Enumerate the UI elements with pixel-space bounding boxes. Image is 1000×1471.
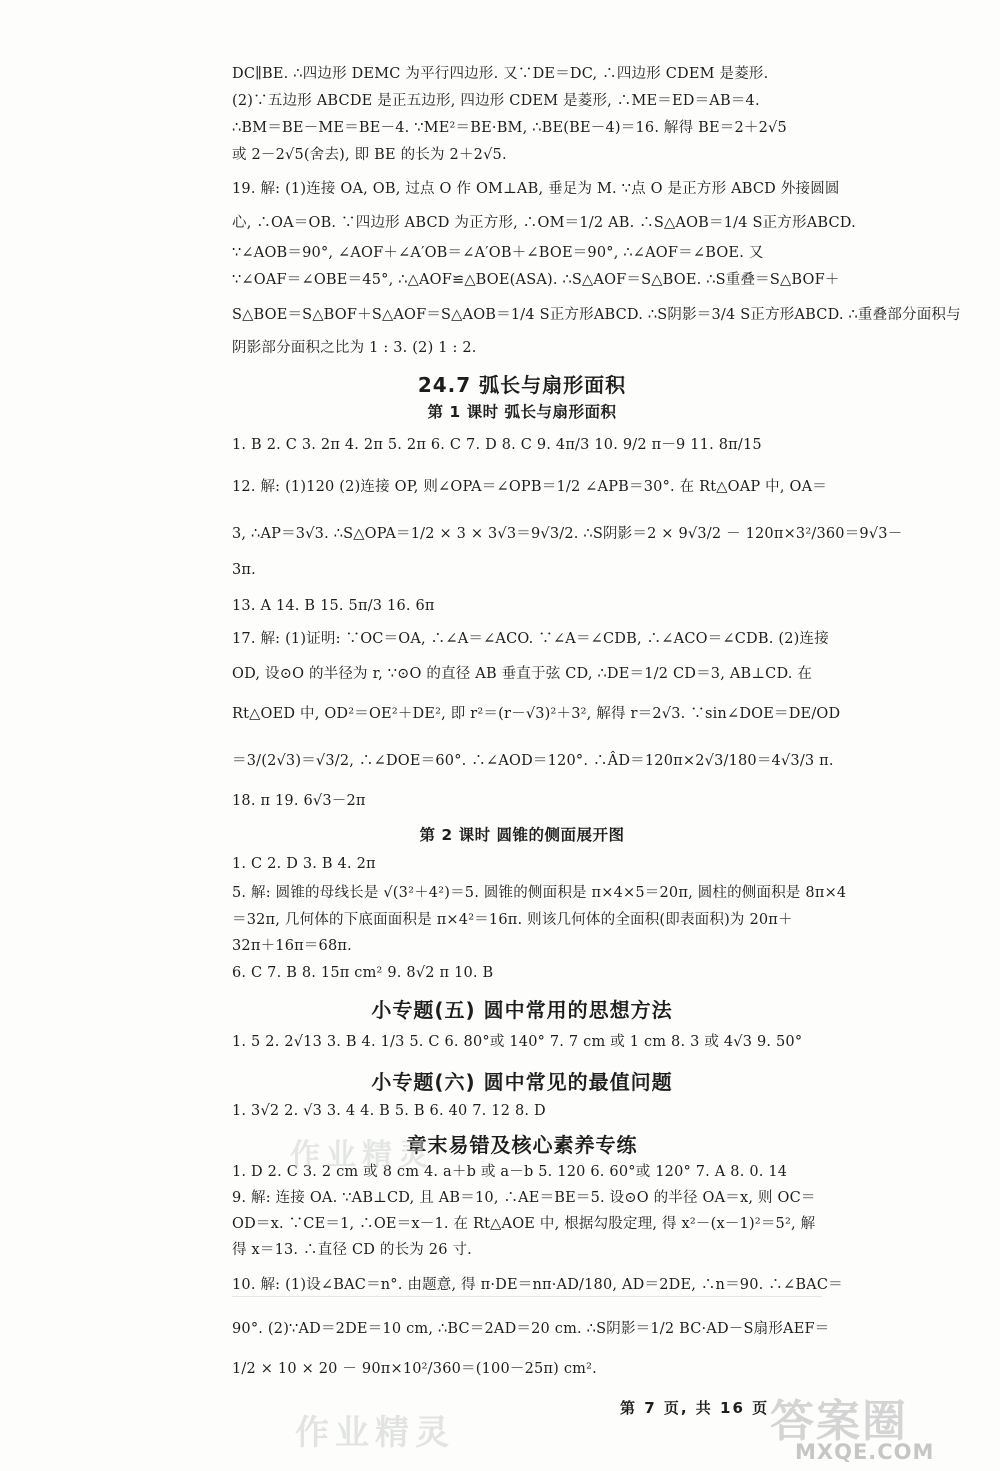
answer-line: 1/2 × 10 × 20 － 90π×10²/360＝(100－25π) cm². [232, 1361, 597, 1377]
answer-line: ＝3/(2√3)＝√3/2, ∴∠DOE＝60°. ∴∠AOD＝120°. ∴ÂD＝120π×2√3/180＝4√3/3 π. [232, 753, 834, 769]
answer-line: OD＝x. ∵CE＝1, ∴OE＝x－1. 在 Rt△AOE 中, 根据勾股定理, 得 x²－(x－1)²＝5², 解 [232, 1216, 816, 1232]
answer-line: 9. 解: 连接 OA. ∵AB⊥CD, 且 AB＝10, ∴AE＝BE＝5. 设⊙O 的半径 OA＝x, 则 OC＝ [232, 1190, 816, 1206]
divider [232, 1296, 822, 1297]
answer-line: Rt△OED 中, OD²＝OE²＋DE², 即 r²＝(r－√3)²＋3², 解得 r＝2√3. ∵sin∠DOE＝DE/OD [232, 706, 841, 722]
answer-line: 1. B 2. C 3. 2π 4. 2π 5. 2π 6. C 7. D 8. C 9. 4π/3 10. 9/2 π－9 11. 8π/15 [232, 437, 762, 453]
review-title: 章末易错及核心素养专练 [406, 1133, 638, 1157]
answer-line: 1. 3√2 2. √3 3. 4 4. B 5. B 6. 40 7. 12 8. D [232, 1103, 546, 1119]
text-line: S△BOE＝S△BOF＋S△AOF＝S△AOB＝1/4 S正方形ABCD. ∴S阴影＝3/4 S正方形ABCD. ∴重叠部分面积与 [232, 307, 961, 323]
watermark-logo: 答案圈 [770, 1396, 908, 1447]
watermark: 作业精灵 [290, 1138, 434, 1173]
answer-line: 5. 解: 圆锥的母线长是 √(3²＋4²)＝5. 圆锥的侧面积是 π×4×5＝20π, 圆柱的侧面积是 8π×4 [232, 885, 847, 901]
answer-line: 1. C 2. D 3. B 4. 2π [232, 856, 376, 872]
watermark-url: MXQE.COM [795, 1440, 935, 1464]
answer-line: ＝32π, 几何体的下底面面积是 π×4²＝16π. 则该几何体的全面积(即表面积)为 20π＋ [232, 912, 793, 928]
section-title: 24.7 弧长与扇形面积 [417, 373, 627, 397]
answer-line: OD, 设⊙O 的半径为 r, ∵⊙O 的直径 AB 垂直于弦 CD, ∴DE＝1/2 CD＝3, AB⊥CD. 在 [232, 666, 813, 682]
watermark: 作业精灵 [295, 1413, 455, 1453]
answer-line: 6. C 7. B 8. 15π cm² 9. 8√2 π 10. B [232, 965, 494, 981]
answer-line: 18. π 19. 6√3－2π [232, 793, 366, 809]
text-line: ∵∠AOB＝90°, ∠AOF＋∠A′OB＝∠A′OB＋∠BOE＝90°, ∴∠AOF＝∠BOE. 又 [232, 245, 764, 261]
text-line: (2)∵五边形 ABCDE 是正五边形, 四边形 CDEM 是菱形, ∴ME＝ED＝AB＝4. [232, 93, 760, 109]
answer-line: 1. D 2. C 3. 2 cm 或 8 cm 4. a＋b 或 a－b 5. 120 6. 60°或 120° 7. A 8. 0. 14 [232, 1164, 788, 1180]
answer-line: 得 x＝13. ∴直径 CD 的长为 26 寸. [232, 1242, 472, 1258]
answer-line: 13. A 14. B 15. 5π/3 16. 6π [232, 598, 435, 614]
topic5-title: 小专题(五) 圆中常用的思想方法 [371, 998, 673, 1022]
answer-line: 17. 解: (1)证明: ∵OC＝OA, ∴∠A＝∠ACO. ∵∠A＝∠CDB, ∴∠ACO＝∠CDB. (2)连接 [232, 631, 829, 647]
page-number: 第 7 页, 共 16 页 [620, 1399, 770, 1417]
answer-line: 10. 解: (1)设∠BAC＝n°. 由题意, 得 π·DE＝nπ·AD/180, AD＝2DE, ∴n＝90. ∴∠BAC＝ [232, 1277, 843, 1293]
answer-line: 32π＋16π＝68π. [232, 938, 352, 954]
lesson2-title: 第 2 课时 圆锥的侧面展开图 [419, 826, 625, 844]
lesson1-title: 第 1 课时 弧长与扇形面积 [427, 403, 617, 421]
answer-line: 12. 解: (1)120 (2)连接 OP, 则∠OPA＝∠OPB＝1/2 ∠APB＝30°. 在 Rt△OAP 中, OA＝ [232, 479, 827, 495]
answer-line: 3, ∴AP＝3√3. ∴S△OPA＝1/2 × 3 × 3√3＝9√3/2. ∴S阴影＝2 × 9√3/2 － 120π×3²/360＝9√3－ [232, 526, 903, 542]
text-line: 阴影部分面积之比为 1 : 3. (2) 1 : 2. [232, 340, 477, 356]
topic6-title: 小专题(六) 圆中常见的最值问题 [371, 1070, 673, 1094]
text-line: ∴BM＝BE－ME＝BE－4. ∵ME²＝BE·BM, ∴BE(BE－4)＝16. 解得 BE＝2＋2√5 [232, 120, 787, 136]
text-line: DC∥BE. ∴四边形 DEMC 为平行四边形. 又∵DE＝DC, ∴四边形 CDEM 是菱形. [232, 66, 769, 82]
text-line: 心, ∴OA＝OB. ∵四边形 ABCD 为正方形, ∴OM＝1/2 AB. ∴S△AOB＝1/4 S正方形ABCD. [232, 215, 856, 231]
answer-line: 1. 5 2. 2√13 3. B 4. 1/3 5. C 6. 80°或 140° 7. 7 cm 或 1 cm 8. 3 或 4√3 9. 50° [232, 1034, 803, 1050]
text-line: 19. 解: (1)连接 OA, OB, 过点 O 作 OM⊥AB, 垂足为 M. ∵点 O 是正方形 ABCD 外接圆圆 [232, 181, 840, 197]
text-line: ∵∠OAF＝∠OBE＝45°, ∴△AOF≌△BOE(ASA). ∴S△AOF＝S△BOE. ∴S重叠＝S△BOF＋ [232, 272, 840, 288]
answer-line: 3π. [232, 562, 256, 578]
answer-line: 90°. (2)∵AD＝2DE＝10 cm, ∴BC＝2AD＝20 cm. ∴S阴影＝1/2 BC·AD－S扇形AEF＝ [232, 1321, 830, 1337]
text-line: 或 2－2√5(舍去), 即 BE 的长为 2＋2√5. [232, 147, 507, 163]
